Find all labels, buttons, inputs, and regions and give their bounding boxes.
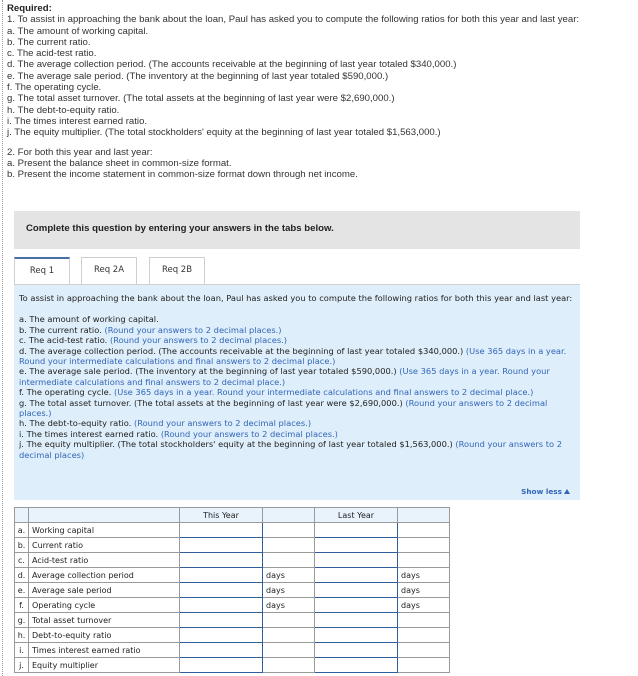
this-year-unit <box>263 643 315 658</box>
required-line: b. Present the income statement in common-size format down through net income. <box>7 169 358 181</box>
panel-item-list <box>19 314 573 460</box>
tab-req-1[interactable]: Req 1 <box>14 257 70 285</box>
panel-text <box>19 293 573 460</box>
table-row <box>15 613 450 628</box>
last-year-field[interactable] <box>315 523 397 537</box>
panel-item-hint: (Round your answers to 2 decimal places.) <box>19 397 548 419</box>
last-year-unit <box>398 613 450 628</box>
last-year-unit <box>398 553 450 568</box>
last-year-field[interactable] <box>315 598 397 612</box>
show-less-link[interactable] <box>521 487 570 496</box>
required-line: e. The average sale period. (The inventory at the beginning of last year totaled $590,000.) <box>7 70 389 82</box>
last-year-field[interactable] <box>315 583 397 597</box>
table-row <box>15 523 450 538</box>
this-year-field[interactable] <box>180 583 262 597</box>
this-year-unit: days <box>263 598 315 613</box>
last-year-input[interactable] <box>315 643 398 658</box>
required-line: i. The times interest earned ratio. <box>7 115 148 127</box>
this-year-input[interactable] <box>180 583 263 598</box>
panel-item-text: d. The average collection period. (The accounts receivable at the beginning of last year totaled $340,000.) <box>19 345 464 356</box>
row-letter: e. <box>15 583 29 598</box>
required-line: 1. To assist in approaching the bank about the loan, Paul has asked you to compute the following ratios for both this year and last year: <box>7 14 580 26</box>
last-year-field[interactable] <box>315 643 397 657</box>
row-letter: c. <box>15 553 29 568</box>
panel-item <box>19 314 573 324</box>
required-list-2 <box>7 147 635 181</box>
this-year-unit: days <box>263 583 315 598</box>
this-year-input[interactable] <box>180 628 263 643</box>
panel-item <box>19 418 573 428</box>
this-year-input[interactable] <box>180 538 263 553</box>
row-label: Acid-test ratio <box>29 553 180 568</box>
this-year-input[interactable] <box>180 613 263 628</box>
required-line: 2. For both this year and last year: <box>7 146 153 158</box>
row-label: Debt-to-equity ratio <box>29 628 180 643</box>
required-line: a. Present the balance sheet in common-size format. <box>7 157 232 169</box>
last-year-field[interactable] <box>315 628 397 642</box>
panel-item-text: a. The amount of working capital. <box>19 314 159 325</box>
this-year-field[interactable] <box>180 568 262 582</box>
required-list-1 <box>7 14 635 138</box>
last-year-input[interactable] <box>315 538 398 553</box>
last-year-field[interactable] <box>315 553 397 567</box>
header-last-year-unit <box>398 508 450 523</box>
header-blank-label <box>29 508 180 523</box>
row-letter: f. <box>15 598 29 613</box>
tab-req-2a[interactable]: Req 2A <box>81 257 137 285</box>
this-year-field[interactable] <box>180 523 262 537</box>
left-dotted-rule <box>2 0 3 676</box>
panel-item-hint: (Round your answers to 2 decimal places.) <box>109 335 288 346</box>
this-year-input[interactable] <box>180 568 263 583</box>
required-line: d. The average collection period. (The accounts receivable at the beginning of last year totaled $340,000.) <box>7 59 457 71</box>
required-heading: Required: <box>7 3 52 14</box>
panel-item-text: b. The current ratio. <box>19 324 102 335</box>
table-row <box>15 553 450 568</box>
panel-item-hint: (Use 365 days in a year. Round your intermediate calculations and final answers to 2 decimal place.) <box>114 387 534 398</box>
panel-item-text: e. The average sale period. (The inventory at the beginning of last year totaled $590,000.) <box>19 366 397 377</box>
panel-item <box>19 398 573 419</box>
row-label: Equity multiplier <box>29 658 180 673</box>
table-row <box>15 643 450 658</box>
header-last-year: Last Year <box>315 508 398 523</box>
panel-item <box>19 387 573 397</box>
row-label: Working capital <box>29 523 180 538</box>
this-year-unit <box>263 538 315 553</box>
row-label: Times interest earned ratio <box>29 643 180 658</box>
panel-item <box>19 335 573 345</box>
panel-item-hint: (Round your answers to 2 decimal places) <box>19 439 562 460</box>
panel-item <box>19 325 573 335</box>
header-this-year-unit <box>263 508 315 523</box>
this-year-unit: days <box>263 568 315 583</box>
header-blank-letter <box>15 508 29 523</box>
this-year-unit <box>263 628 315 643</box>
panel-item-hint: (Round your answers to 2 decimal places.) <box>133 418 312 429</box>
row-letter: j. <box>15 658 29 673</box>
this-year-input[interactable] <box>180 643 263 658</box>
row-letter: i. <box>15 643 29 658</box>
panel-item-text: j. The equity multiplier. (The total stockholders' equity at the beginning of last year totaled $1,563,000.) <box>19 439 453 450</box>
table-row <box>15 538 450 553</box>
table-row <box>15 658 450 673</box>
header-this-year: This Year <box>180 508 263 523</box>
this-year-unit <box>263 613 315 628</box>
last-year-field[interactable] <box>315 658 397 672</box>
table-row <box>15 598 450 613</box>
instruction-text: Complete this question by entering your answers in the tabs below. <box>26 223 334 234</box>
required-line: h. The debt-to-equity ratio. <box>7 104 120 116</box>
question-panel <box>14 284 580 500</box>
panel-item <box>19 366 573 387</box>
required-line: f. The operating cycle. <box>7 82 102 94</box>
row-label: Average collection period <box>29 568 180 583</box>
this-year-field[interactable] <box>180 538 262 552</box>
instruction-bar <box>14 211 580 249</box>
row-letter: g. <box>15 613 29 628</box>
last-year-input[interactable] <box>315 583 398 598</box>
panel-item <box>19 346 573 367</box>
panel-item-text: g. The total asset turnover. (The total assets at the beginning of last year were $2,690,000.) <box>19 397 403 408</box>
last-year-input[interactable] <box>315 598 398 613</box>
ratio-answer-table <box>14 507 450 673</box>
panel-item-hint: (Use 365 days in a year. Round your intermediate calculations and final answers to 2 decimal place.) <box>19 345 567 367</box>
panel-item-text: i. The times interest earned ratio. <box>19 428 159 439</box>
panel-item-text: f. The operating cycle. <box>19 387 112 398</box>
this-year-input[interactable] <box>180 658 263 673</box>
this-year-field[interactable] <box>180 598 262 612</box>
row-label: Current ratio <box>29 538 180 553</box>
tab-req-2b[interactable]: Req 2B <box>149 257 205 285</box>
required-line: a. The amount of working capital. <box>7 25 149 37</box>
last-year-field[interactable] <box>315 538 397 552</box>
last-year-input[interactable] <box>315 568 398 583</box>
show-less-label: Show less <box>521 487 562 496</box>
this-year-unit <box>263 658 315 673</box>
last-year-field[interactable] <box>315 568 397 582</box>
row-label: Average sale period <box>29 583 180 598</box>
last-year-unit: days <box>398 568 450 583</box>
row-letter: h. <box>15 628 29 643</box>
last-year-unit <box>398 628 450 643</box>
table-row <box>15 568 450 583</box>
this-year-field[interactable] <box>180 628 262 642</box>
panel-intro: To assist in approaching the bank about the loan, Paul has asked you to compute the following ratios for both this year and last year: <box>19 293 573 303</box>
this-year-unit <box>263 553 315 568</box>
this-year-field[interactable] <box>180 658 262 672</box>
row-label: Operating cycle <box>29 598 180 613</box>
panel-item-text: c. The acid-test ratio. <box>19 335 108 346</box>
this-year-unit <box>263 523 315 538</box>
required-line: c. The acid-test ratio. <box>7 48 97 60</box>
last-year-input[interactable] <box>315 628 398 643</box>
row-letter: a. <box>15 523 29 538</box>
panel-item-hint: (Round your answers to 2 decimal places.) <box>104 324 282 335</box>
last-year-unit <box>398 658 450 673</box>
required-line: b. The current ratio. <box>7 36 91 48</box>
panel-item <box>19 439 573 460</box>
last-year-input[interactable] <box>315 658 398 673</box>
panel-item <box>19 429 573 439</box>
last-year-unit <box>398 538 450 553</box>
this-year-input[interactable] <box>180 523 263 538</box>
panel-item-text: h. The debt-to-equity ratio. <box>19 418 132 429</box>
panel-item-hint: (Use 365 days in a year. Round your intermediate calculations and final answers to 2 decimal place.) <box>19 366 550 387</box>
table-row <box>15 583 450 598</box>
last-year-unit <box>398 643 450 658</box>
this-year-input[interactable] <box>180 553 263 568</box>
caret-up-icon <box>564 489 570 494</box>
last-year-input[interactable] <box>315 523 398 538</box>
requirements-section <box>7 3 635 180</box>
last-year-input[interactable] <box>315 613 398 628</box>
row-letter: b. <box>15 538 29 553</box>
this-year-field[interactable] <box>180 643 262 657</box>
last-year-unit: days <box>398 583 450 598</box>
row-label: Total asset turnover <box>29 613 180 628</box>
this-year-field[interactable] <box>180 553 262 567</box>
table-row <box>15 628 450 643</box>
last-year-unit <box>398 523 450 538</box>
required-line: j. The equity multiplier. (The total stockholders' equity at the beginning of last year totaled $1,563,000.) <box>7 127 441 139</box>
required-line: g. The total asset turnover. (The total assets at the beginning of last year were $2,690,000.) <box>7 93 395 105</box>
last-year-input[interactable] <box>315 553 398 568</box>
this-year-input[interactable] <box>180 598 263 613</box>
row-letter: d. <box>15 568 29 583</box>
panel-item-hint: (Round your answers to 2 decimal places.) <box>160 428 338 439</box>
last-year-unit: days <box>398 598 450 613</box>
last-year-field[interactable] <box>315 613 397 627</box>
this-year-field[interactable] <box>180 613 262 627</box>
